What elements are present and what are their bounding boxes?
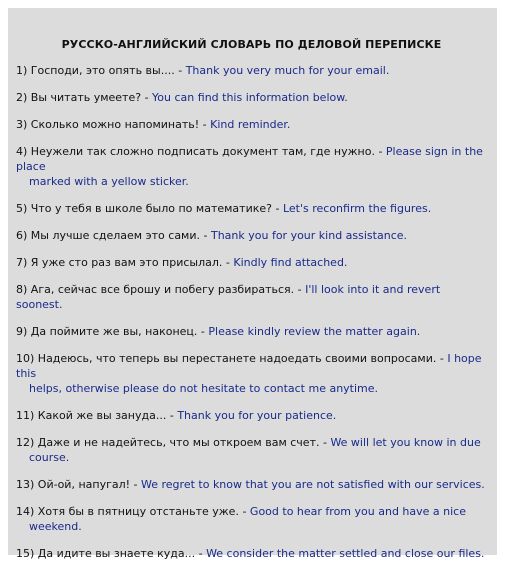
- russian-phrase: Я уже сто раз вам это присылал.: [30, 256, 223, 269]
- english-phrase: Please kindly review the matter again.: [208, 325, 421, 338]
- english-phrase-continuation: helps, otherwise please do not hesitate to contact me anytime.: [29, 382, 379, 395]
- item-number: 1): [16, 64, 28, 77]
- english-phrase: Thank you for your patience.: [177, 409, 337, 422]
- item-number: 6): [16, 229, 28, 242]
- english-phrase: Let's reconfirm the figures.: [282, 202, 432, 215]
- russian-phrase: Да поймите же вы, наконец.: [30, 325, 198, 338]
- dash-separator: -: [166, 409, 178, 422]
- dash-separator: -: [197, 325, 209, 338]
- russian-phrase: Какой же вы зануда...: [37, 409, 167, 422]
- list-item: [16, 408, 487, 423]
- list-item: [16, 435, 487, 465]
- item-number: 15): [16, 547, 35, 560]
- dash-separator: -: [238, 505, 250, 518]
- english-phrase: We regret to know that you are not satisfied with our services.: [141, 478, 485, 491]
- russian-phrase: Хотя бы в пятницу отстаньте уже.: [37, 505, 239, 518]
- dash-separator: -: [141, 91, 153, 104]
- russian-phrase: Неужели так сложно подписать документ там, где нужно.: [30, 145, 375, 158]
- list-item: [16, 477, 487, 492]
- list-item: [16, 255, 487, 270]
- dash-separator: -: [130, 478, 142, 491]
- english-phrase-continuation: marked with a yellow sticker.: [29, 175, 189, 188]
- russian-phrase: Даже и не надейтесь, что мы откроем вам счет.: [37, 436, 320, 449]
- english-phrase: You can find this information below.: [152, 91, 348, 104]
- list-item: [16, 546, 487, 561]
- item-number: 10): [16, 352, 35, 365]
- english-phrase: Kindly find attached.: [233, 256, 348, 269]
- item-number: 11): [16, 409, 35, 422]
- item-number: 5): [16, 202, 28, 215]
- russian-phrase: Мы лучше сделаем это сами.: [30, 229, 200, 242]
- english-phrase: I'll look into it and revert soonest.: [16, 283, 441, 311]
- item-number: 7): [16, 256, 28, 269]
- russian-phrase: Вы читать умеете?: [30, 91, 142, 104]
- russian-phrase: Ой-ой, напугал!: [37, 478, 131, 491]
- russian-phrase: Что у тебя в школе было по математике?: [30, 202, 272, 215]
- russian-phrase: Господи, это опять вы....: [30, 64, 175, 77]
- list-item: [16, 351, 487, 396]
- item-number: 8): [16, 283, 28, 296]
- russian-phrase: Ага, сейчас все брошу и побегу разбираться.: [30, 283, 295, 296]
- item-number: 2): [16, 91, 28, 104]
- dash-separator: -: [271, 202, 283, 215]
- english-phrase-continuation: weekend.: [29, 520, 82, 533]
- list-item: [16, 117, 487, 132]
- dash-separator: -: [174, 64, 186, 77]
- dash-separator: -: [374, 145, 386, 158]
- english-phrase: Thank you for your kind assistance.: [210, 229, 408, 242]
- dash-separator: -: [195, 547, 207, 560]
- list-item: [16, 201, 487, 216]
- dash-separator: -: [200, 229, 211, 242]
- dash-separator: -: [436, 352, 448, 365]
- dash-separator: -: [222, 256, 234, 269]
- russian-phrase: Да идите вы знаете куда...: [37, 547, 196, 560]
- item-number: 4): [16, 145, 28, 158]
- russian-phrase: Сколько можно напоминать!: [30, 118, 200, 131]
- list-item: [16, 504, 487, 534]
- item-number: 3): [16, 118, 28, 131]
- english-phrase: We will let you know in due: [330, 436, 481, 449]
- list-item: [16, 324, 487, 339]
- list-item: [16, 282, 487, 312]
- english-phrase: Please sign in the place: [16, 145, 483, 173]
- english-phrase-continuation: course.: [29, 451, 70, 464]
- item-number: 13): [16, 478, 35, 491]
- english-phrase: We consider the matter settled and close our files.: [206, 547, 485, 560]
- item-number: 9): [16, 325, 28, 338]
- list-item: [16, 90, 487, 105]
- english-phrase: Good to hear from you and have a nice: [249, 505, 466, 518]
- english-phrase: Thank you very much for your email.: [185, 64, 390, 77]
- list-item: [16, 63, 487, 78]
- dash-separator: -: [199, 118, 211, 131]
- dictionary-list: [16, 63, 487, 561]
- dash-separator: -: [294, 283, 306, 296]
- english-phrase: I hope this: [16, 352, 482, 380]
- item-number: 12): [16, 436, 35, 449]
- russian-phrase: Надеюсь, что теперь вы перестанете надоедать своими вопросами.: [37, 352, 437, 365]
- dash-separator: -: [319, 436, 331, 449]
- page-title: РУССКО-АНГЛИЙСКИЙ СЛОВАРЬ ПО ДЕЛОВОЙ ПЕРЕПИСКЕ: [61, 38, 442, 51]
- dictionary-panel: [8, 8, 497, 560]
- item-number: 14): [16, 505, 35, 518]
- list-item: [16, 228, 487, 243]
- list-item: [16, 144, 487, 189]
- english-phrase: Kind reminder.: [210, 118, 291, 131]
